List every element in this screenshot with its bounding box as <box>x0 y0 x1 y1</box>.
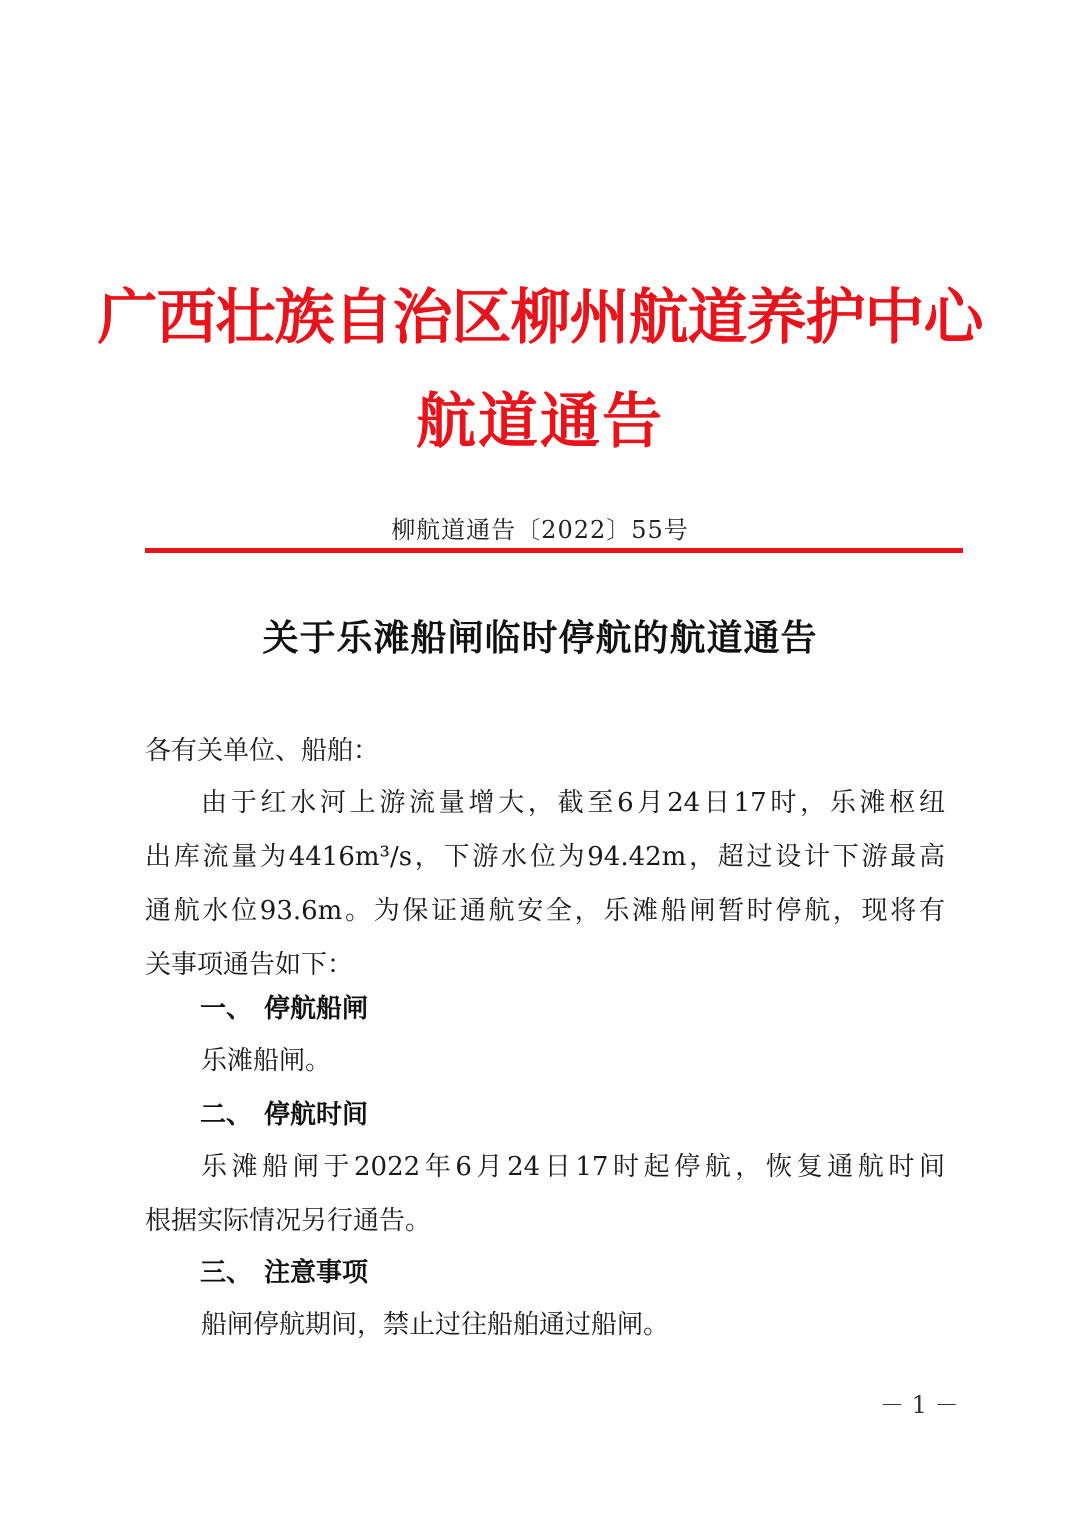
page-number: － 1 － <box>880 1391 959 1419</box>
document-type-title: 航道通告 <box>416 387 664 457</box>
section-body-3 <box>145 1298 945 1352</box>
salutation <box>145 724 945 778</box>
section-heading-text: 停航时间 <box>264 1100 369 1130</box>
notice-title: 关于乐滩船闸临时停航的航道通告 <box>262 617 818 659</box>
paragraph-line: 由于红水河上游流量增大，截至6月24日17时，乐滩枢纽 <box>201 788 945 818</box>
paragraph-line: 乐滩船闸于2022年6月24日17时起停航，恢复通航时间 <box>201 1152 945 1182</box>
section-body-2 <box>145 1140 945 1248</box>
section-number: 一、 <box>200 994 253 1024</box>
organization-title: 广西壮族自治区柳州航道养护中心 <box>97 283 983 353</box>
section-heading-1 <box>200 984 368 1034</box>
document-number: 柳航道通告〔2022〕55号 <box>391 516 689 544</box>
section-heading-2 <box>200 1090 368 1140</box>
salutation-text: 各有关单位、船舶： <box>145 736 380 766</box>
section-body-1 <box>145 1034 945 1088</box>
paragraph-line: 乐滩船闸。 <box>201 1046 332 1076</box>
paragraph-line: 根据实际情况另行通告。 <box>145 1206 432 1236</box>
section-heading-text: 停航船闸 <box>264 994 369 1024</box>
intro-paragraph <box>145 776 945 992</box>
paragraph-line: 关事项通告如下： <box>145 950 354 980</box>
section-number: 三、 <box>200 1258 253 1288</box>
section-heading-text: 注意事项 <box>264 1258 369 1288</box>
section-heading-3 <box>200 1248 368 1298</box>
paragraph-line: 船闸停航期间，禁止过往船舶通过船闸。 <box>201 1310 670 1340</box>
paragraph-line: 通航水位93.6m。为保证通航安全，乐滩船闸暂时停航，现将有 <box>145 896 945 926</box>
section-number: 二、 <box>200 1100 253 1130</box>
red-divider-rule <box>145 548 963 553</box>
paragraph-line: 出库流量为4416m³/s，下游水位为94.42m，超过设计下游最高 <box>145 842 945 872</box>
